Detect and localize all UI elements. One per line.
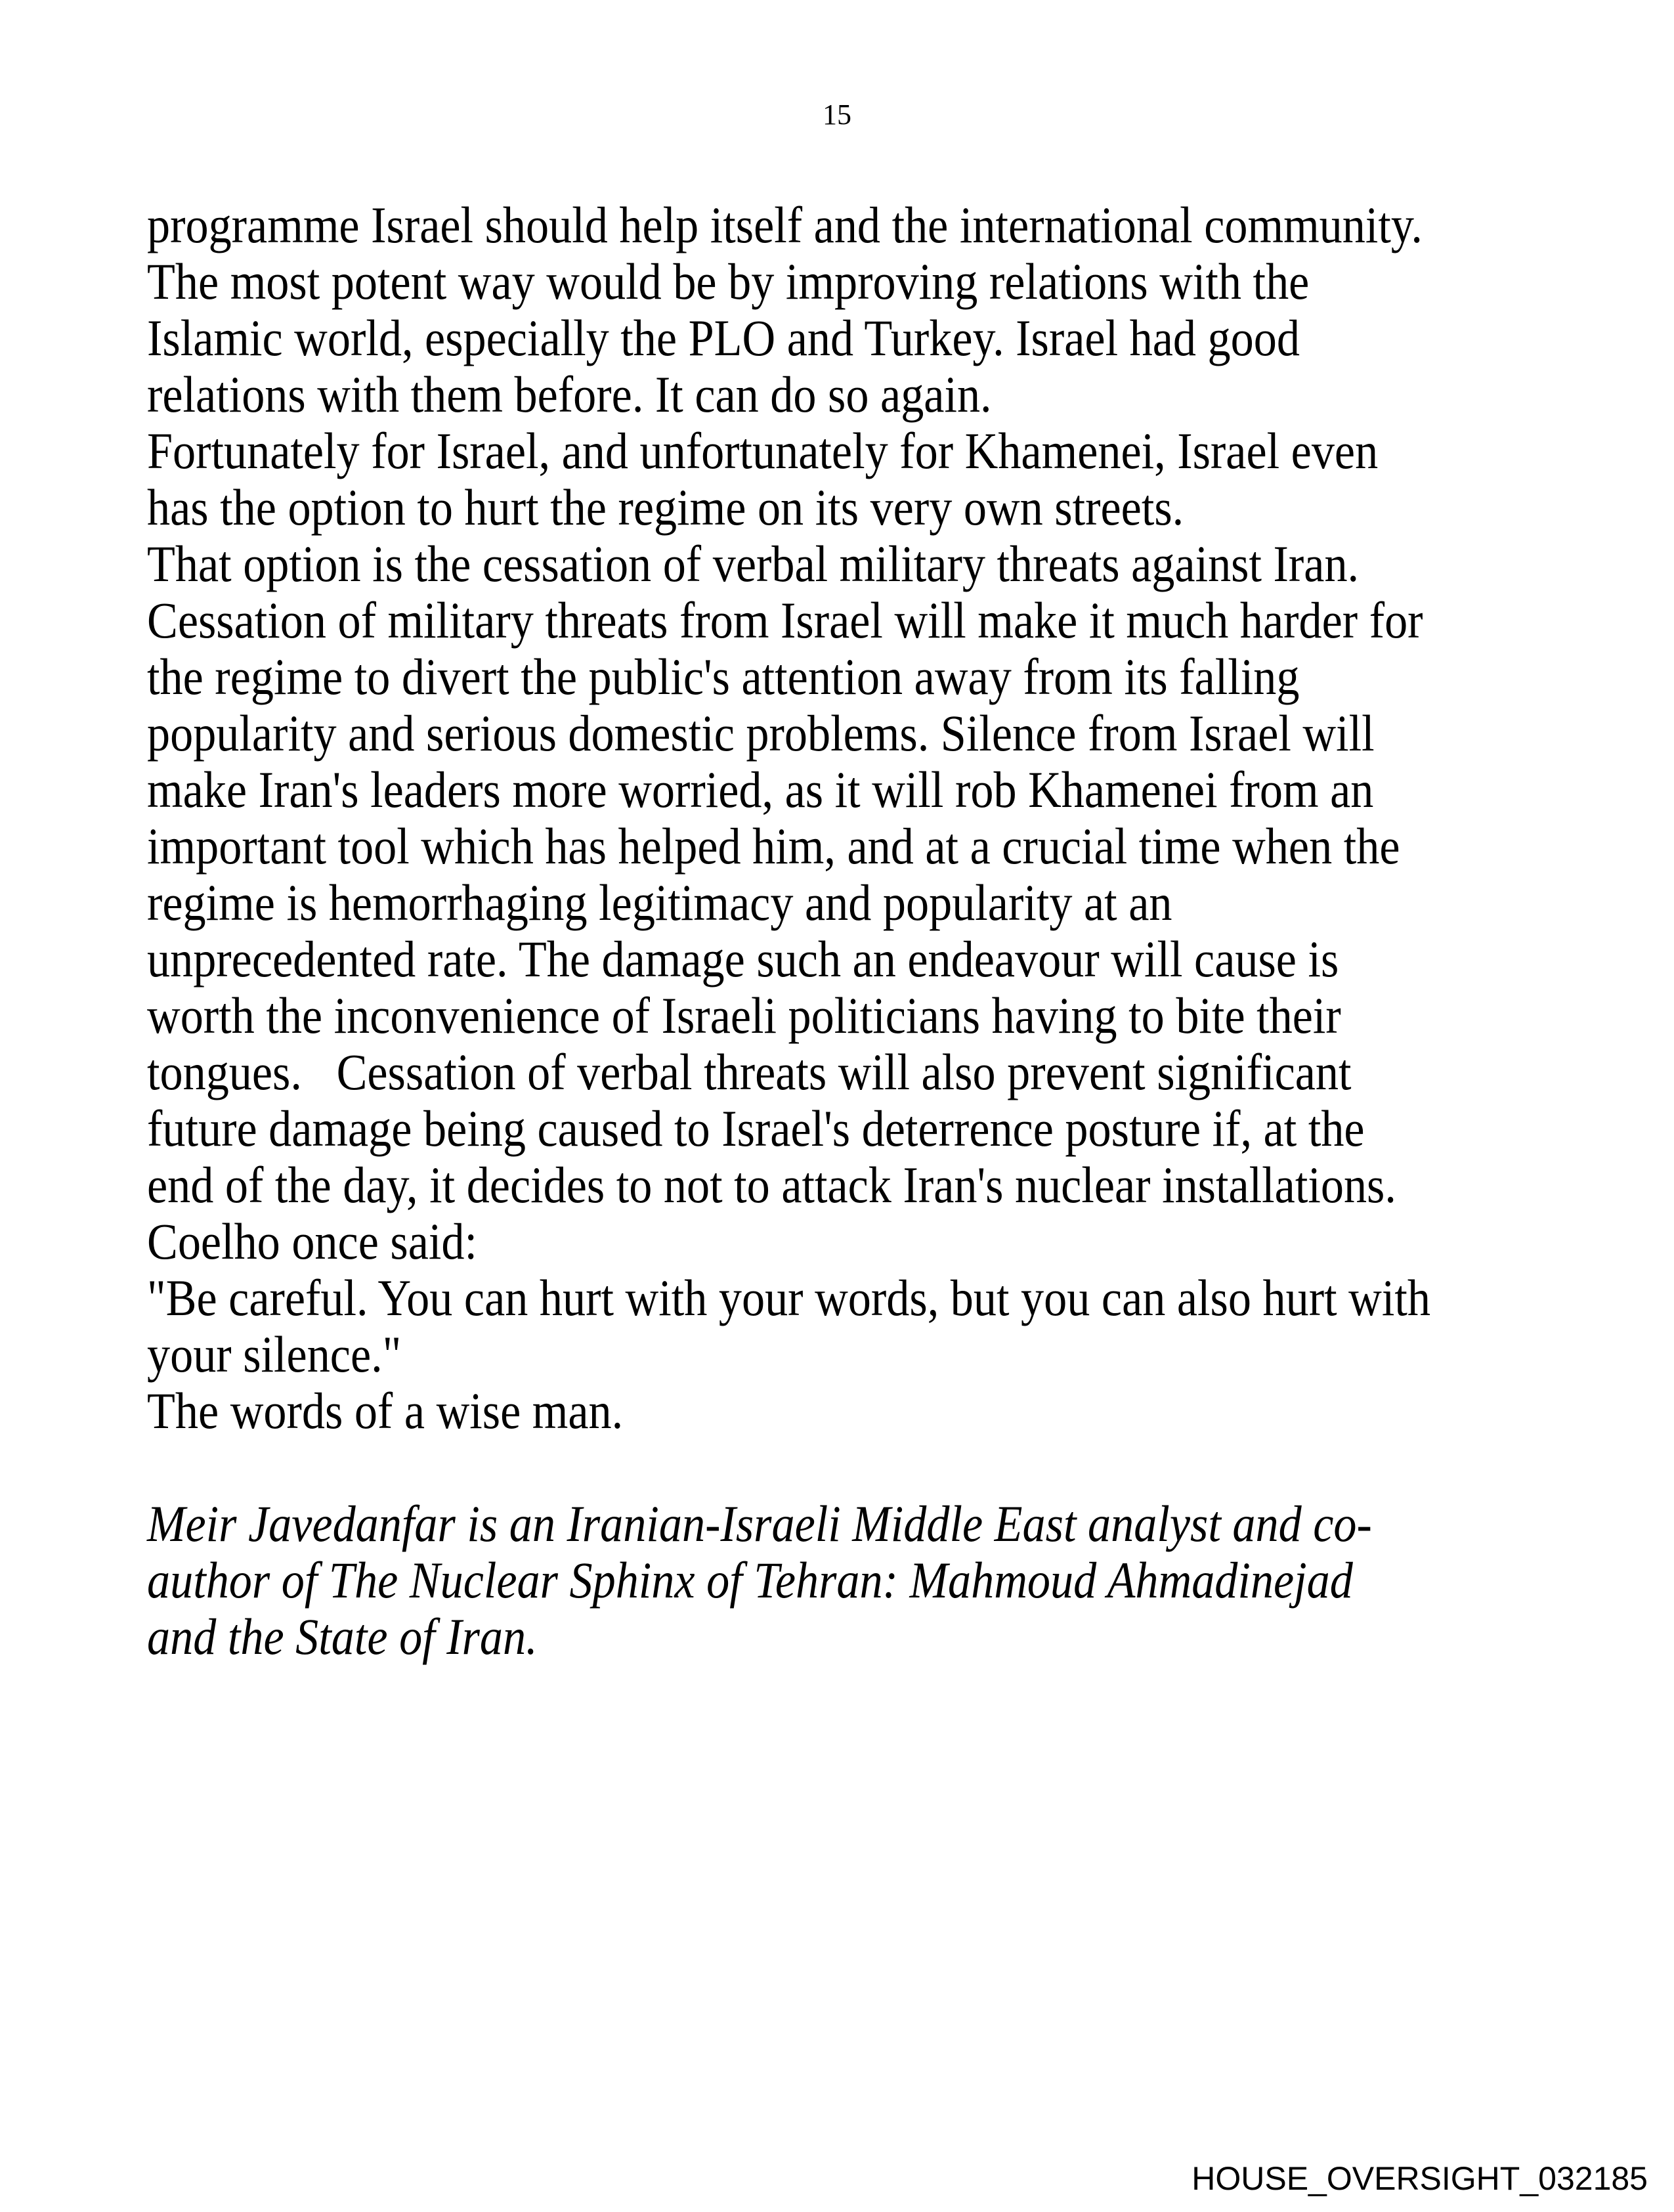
body-line: important tool which has helped him, and at a crucial time when the — [147, 817, 1400, 875]
bio-line: and the State of Iran. — [147, 1608, 538, 1665]
body-line: That option is the cessation of verbal military threats against Iran. — [147, 535, 1360, 592]
body-line: future damage being caused to Israel's deterrence posture if, at the — [147, 1100, 1365, 1157]
body-line: worth the inconvenience of Israeli politicians having to bite their — [147, 987, 1341, 1044]
body-line: has the option to hurt the regime on its very own streets. — [147, 479, 1184, 536]
bio-line: author of The Nuclear Sphinx of Tehran: Mahmoud Ahmadinejad — [147, 1551, 1353, 1609]
body-line: end of the day, it decides to not to attack Iran's nuclear installations. — [147, 1156, 1396, 1213]
bates-number: HOUSE_OVERSIGHT_032185 — [1191, 2160, 1648, 2197]
body-line: Islamic world, especially the PLO and Turkey. Israel had good — [147, 309, 1300, 366]
body-line: relations with them before. It can do so again. — [147, 366, 992, 423]
paragraph-spacer — [147, 1439, 1506, 1496]
body-line: tongues. Cessation of verbal threats will also prevent significant — [147, 1043, 1352, 1100]
body-line: programme Israel should help itself and the international community. — [147, 196, 1423, 253]
body-line: the regime to divert the public's attention away from its falling — [147, 648, 1300, 705]
quote-line: "Be careful. You can hurt with your words, but you can also hurt with — [147, 1269, 1430, 1326]
bio-line: Meir Javedanfar is an Iranian-Israeli Middle East analyst and co- — [147, 1495, 1372, 1552]
body-line: Fortunately for Israel, and unfortunately for Khamenei, Israel even — [147, 422, 1379, 479]
body-line: The most potent way would be by improving relations with the — [147, 253, 1310, 310]
body-line: Cessation of military threats from Israel will make it much harder for — [147, 592, 1423, 649]
body-line: popularity and serious domestic problems. Silence from Israel will — [147, 705, 1375, 762]
body-line: regime is hemorrhaging legitimacy and popularity at an — [147, 874, 1172, 931]
quote-line: your silence." — [147, 1326, 402, 1383]
page-number: 15 — [823, 98, 851, 131]
author-bio — [147, 1496, 1506, 1665]
body-line: The words of a wise man. — [147, 1382, 624, 1439]
body-line: make Iran's leaders more worried, as it will rob Khamenei from an — [147, 761, 1374, 818]
body-line: Coelho once said: — [147, 1213, 477, 1270]
body-line: unprecedented rate. The damage such an endeavour will cause is — [147, 930, 1339, 987]
article-body — [147, 197, 1506, 1665]
